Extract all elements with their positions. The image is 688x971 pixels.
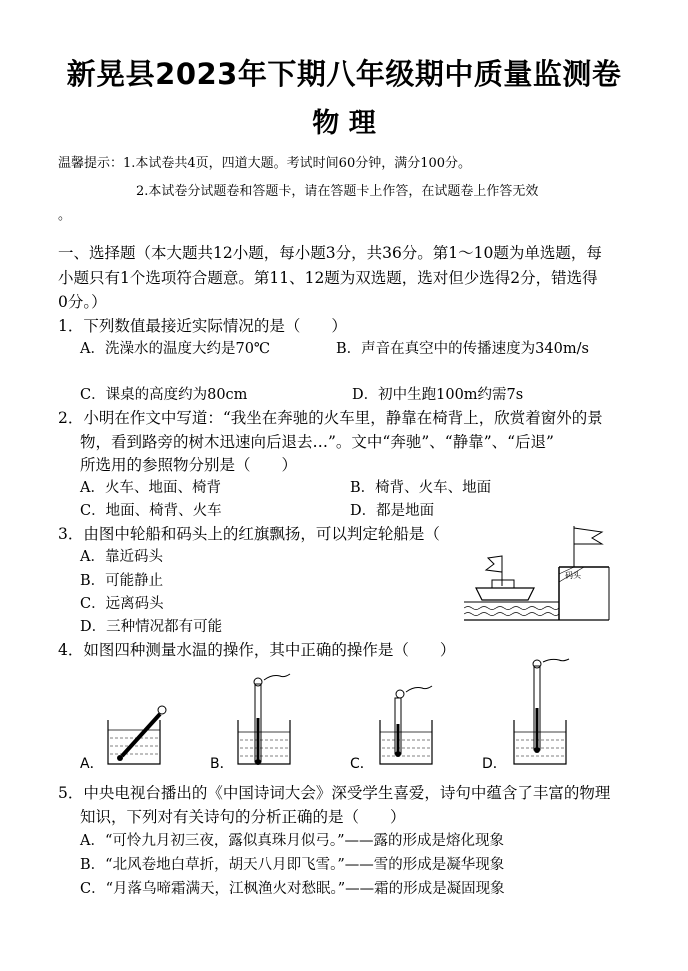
- question-1-option-b: B．声音在真空中的传播速度为340m/s: [336, 341, 589, 357]
- question-2-option-c: C．地面、椅背、火车: [80, 503, 222, 519]
- question-4-stem: 4．如图四种测量水温的操作，其中正确的操作是（ ）: [58, 641, 456, 659]
- question-5-option-a: A．“可怜九月初三夜，露似真珠月似弓。”——露的形成是熔化现象: [80, 833, 505, 849]
- beaker-b: [238, 674, 290, 765]
- question-3-option-c: C．远离码头: [80, 596, 164, 612]
- section-heading-line-3: 0分。）: [58, 293, 107, 311]
- figure-a-label: A．: [80, 756, 104, 772]
- page-title: 新晃县2023年下期八年级期中质量监测卷: [66, 57, 622, 91]
- question-2-option-a: A．火车、地面、椅背: [80, 480, 221, 496]
- question-1-option-a: A．洗澡水的温度大约是70℃: [80, 341, 271, 357]
- question-5-line-1: 5．中央电视台播出的《中国诗词大会》深受学生喜爱，诗句中蕴含了丰富的物理: [58, 784, 611, 802]
- ship-and-dock-figure: [464, 522, 624, 632]
- dock-label: 码头: [565, 571, 581, 580]
- subject-title: 物 理: [312, 108, 376, 139]
- question-1-option-c: C．课桌的高度约为80cm: [80, 387, 248, 403]
- section-heading-line-2: 小题只有1个选项符合题意。第11、12题为双选题，选对但少选得2分，错选得: [58, 269, 598, 287]
- question-2-line-2: 物，看到路旁的树木迅速向后退去…”。文中“奔驰”、“静靠”、“后退”: [80, 433, 554, 451]
- question-2-option-d: D．都是地面: [350, 503, 435, 519]
- question-3-option-b: B．可能静止: [80, 573, 164, 589]
- question-3-stem: 3．由图中轮船和码头上的红旗飘扬，可以判定轮船是（: [58, 525, 440, 543]
- question-1-option-d: D．初中生跑100m约需7s: [352, 387, 524, 403]
- question-2-line-3: 所选用的参照物分别是（ ）: [80, 456, 298, 474]
- tip-line-2: 2.本试卷分试题卷和答题卡，请在答题卡上作答，在试题卷上作答无效: [136, 184, 539, 199]
- question-2-line-1: 2．小明在作文中写道：“我坐在奔驰的火车里，静靠在椅背上，欣赏着窗外的景: [58, 409, 603, 427]
- beaker-a: [108, 706, 166, 764]
- beaker-c: [380, 686, 432, 764]
- figure-c-label: C．: [350, 756, 374, 772]
- beaker-d: [514, 659, 569, 764]
- figure-b-label: B．: [210, 756, 234, 772]
- question-5-option-c: C．“月落乌啼霜满天，江枫渔火对愁眠。”——霜的形成是凝固现象: [80, 881, 505, 897]
- question-1-stem: 1．下列数值最接近实际情况的是（ ）: [58, 317, 347, 335]
- question-2-option-b: B．椅背、火车、地面: [350, 480, 492, 496]
- question-5-line-2: 知识，下列对有关诗句的分析正确的是（ ）: [80, 808, 406, 826]
- thermometer-figures: [78, 658, 578, 773]
- tip-line-3: 。: [58, 208, 72, 223]
- question-3-option-d: D．三种情况都有可能: [80, 619, 223, 635]
- question-5-option-b: B．“北风卷地白草折，胡天八月即飞雪。”——雪的形成是凝华现象: [80, 857, 505, 873]
- figure-d-label: D．: [482, 756, 507, 772]
- section-heading-line-1: 一、选择题（本大题共12小题，每小题3分，共36分。第1～10题为单选题，每: [58, 244, 602, 262]
- tip-line-1: 温馨提示：1.本试卷共4页，四道大题。考试时间60分钟，满分100分。: [58, 156, 472, 171]
- question-3-option-a: A．靠近码头: [80, 549, 163, 565]
